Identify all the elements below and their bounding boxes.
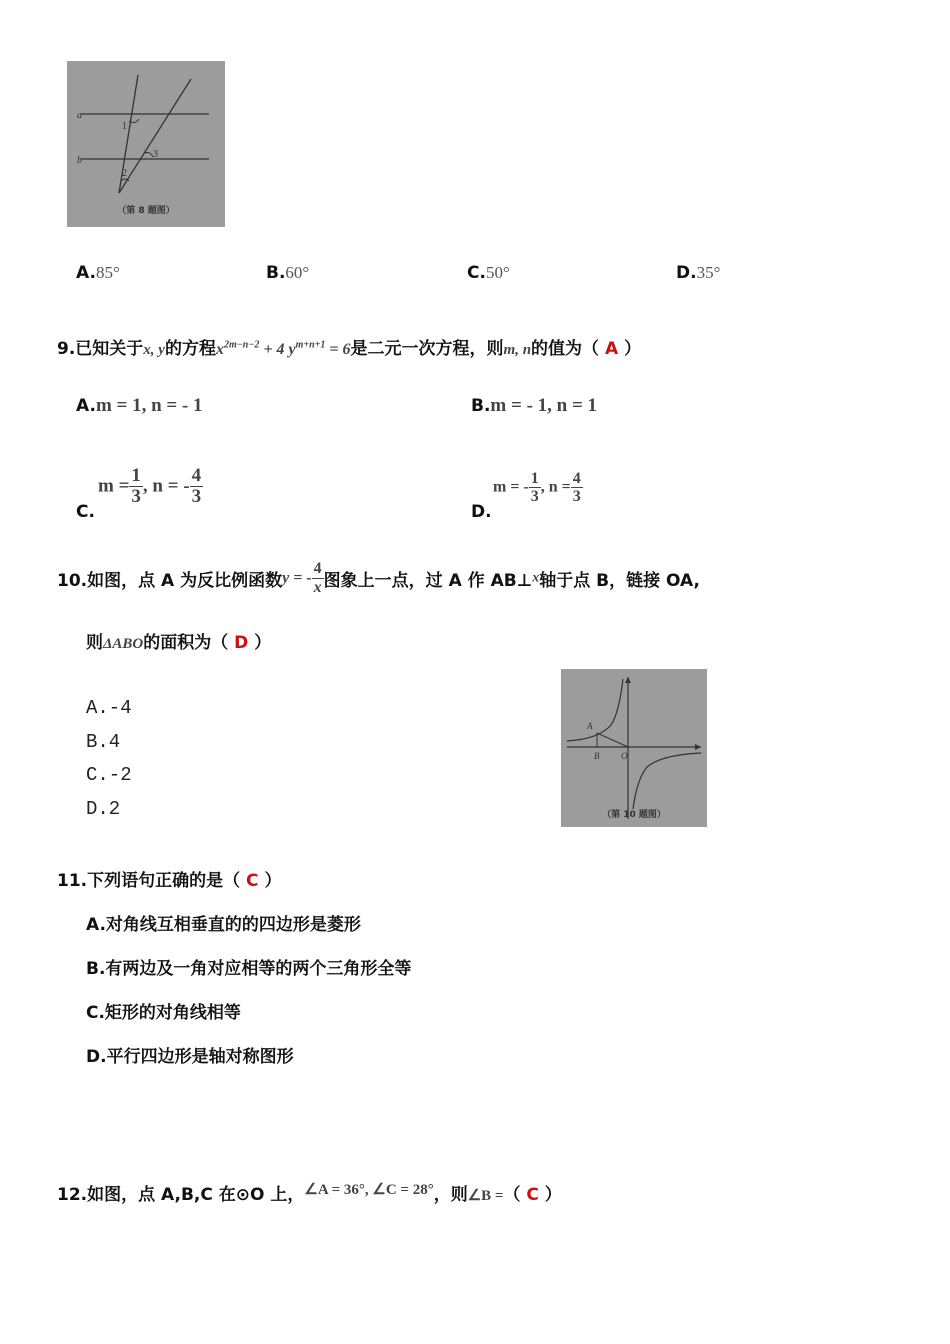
q9-tail: 的值为（ xyxy=(531,339,600,359)
q11-option-a: A.对角线互相垂直的的四边形是菱形 xyxy=(86,915,361,935)
option-letter: B. xyxy=(471,396,491,416)
numerator: 4 xyxy=(572,470,581,487)
option-text: m = - 1, n = 1 xyxy=(490,395,598,416)
math-mid: , n = - xyxy=(142,475,190,497)
q9-close: ） xyxy=(624,339,642,359)
q12-condition: ∠A = 36°, ∠C = 28° xyxy=(304,1182,434,1198)
q12-close: ） xyxy=(544,1185,562,1205)
angle-3-label: 3 xyxy=(153,149,158,160)
math-pre: m = - xyxy=(493,478,529,496)
q12-answer: C xyxy=(526,1185,539,1205)
q10-triangle: ΔABO xyxy=(103,636,144,652)
eq-eq: = 6 xyxy=(325,341,351,358)
option-letter: A. xyxy=(76,396,96,416)
parallel-lines-diagram xyxy=(67,61,225,227)
fraction-2 xyxy=(571,470,583,505)
point-b-label: B xyxy=(594,751,600,761)
point-o-label: O xyxy=(621,751,628,761)
option-value: 35° xyxy=(696,263,721,282)
numerator: 1 xyxy=(131,465,141,486)
q10-option-a: A.-4 xyxy=(86,697,132,719)
q9-suffix: 是二元一次方程，则 xyxy=(350,339,504,359)
option-letter: C. xyxy=(76,502,95,522)
figure-q8 xyxy=(67,61,225,227)
numerator: 1 xyxy=(530,470,539,487)
eq-exp1: 2m−n−2 xyxy=(223,339,260,351)
fraction-1 xyxy=(529,470,541,505)
denominator: 3 xyxy=(131,486,141,507)
math-pre: m = xyxy=(98,475,130,497)
q10-line2-mid: 的面积为（ xyxy=(143,633,229,653)
option-letter: D. xyxy=(471,502,492,522)
q11-stem-text: 11.下列语句正确的是（ xyxy=(57,871,241,891)
q11-stem xyxy=(57,866,281,891)
math-mid: , n = xyxy=(540,478,571,496)
q8-option-d xyxy=(676,263,720,283)
q10-mid: 图象上一点，过 A 作 AB⊥ xyxy=(323,571,533,591)
q8-option-c xyxy=(467,263,510,283)
q8-option-a xyxy=(76,263,120,283)
q10-func-lhs: y = - xyxy=(282,569,312,587)
fraction-1 xyxy=(129,466,143,507)
point-a-label: A xyxy=(587,721,593,731)
q9-equation xyxy=(216,341,351,358)
q9-prefix: 9.已知关于 xyxy=(57,339,144,359)
line-b-label: b xyxy=(77,155,82,166)
option-value: 50° xyxy=(485,263,510,282)
q11-answer: C xyxy=(246,871,259,891)
q10-line2-prefix: 则 xyxy=(86,633,103,653)
q11-option-b: B.有两边及一角对应相等的两个三角形全等 xyxy=(86,959,412,979)
q12-stem xyxy=(57,1180,562,1205)
q9-stem xyxy=(57,334,641,359)
numerator: 4 xyxy=(313,560,322,577)
q10-close: ） xyxy=(254,633,272,653)
denominator: 3 xyxy=(572,488,581,505)
q12-target: ∠B = xyxy=(467,1188,504,1204)
q10-option-d: D.2 xyxy=(86,798,121,820)
q8-option-b xyxy=(266,263,309,283)
q11-option-d: D.平行四边形是轴对称图形 xyxy=(86,1047,294,1067)
figure-q10-caption: （第 10 题图） xyxy=(602,810,666,820)
figure-q8-caption: （第 8 题图） xyxy=(117,206,175,216)
option-letter: D. xyxy=(676,263,697,283)
q9-option-b xyxy=(471,395,597,417)
denominator: x xyxy=(313,579,322,596)
q9-option-a xyxy=(76,395,203,417)
denominator: 3 xyxy=(191,486,202,507)
line-a-label: a xyxy=(77,110,82,121)
eq-exp2: m+n+1 xyxy=(295,339,326,351)
q10-answer: D xyxy=(234,633,249,653)
q10-stem-line2 xyxy=(86,628,271,653)
option-d-math xyxy=(493,470,583,505)
q9-answer: A xyxy=(604,339,619,359)
option-letter: A. xyxy=(76,263,96,283)
denominator: 3 xyxy=(530,488,539,505)
q10-option-c: C.-2 xyxy=(86,764,132,786)
option-c-math xyxy=(98,466,203,507)
q9-vars: x, y xyxy=(143,342,165,358)
hyperbola-diagram xyxy=(561,669,707,827)
q11-close: ） xyxy=(264,871,282,891)
q11-option-c: C.矩形的对角线相等 xyxy=(86,1003,241,1023)
fraction-2 xyxy=(190,466,204,507)
option-value: 85° xyxy=(95,263,120,282)
option-letter: B. xyxy=(266,263,286,283)
q12-mid: ，则 xyxy=(433,1185,468,1205)
angle-1-label: 1 xyxy=(122,121,127,132)
numerator: 4 xyxy=(191,465,202,486)
figure-q10 xyxy=(561,669,707,827)
q12-prefix: 12.如图，点 A,B,C 在⊙O 上， xyxy=(57,1185,305,1205)
option-text: m = 1, n = - 1 xyxy=(95,395,203,416)
q12-open: （ xyxy=(503,1185,521,1205)
q10-fraction xyxy=(312,560,324,597)
q9-mn: m, n xyxy=(503,342,532,358)
angle-2-label: 2 xyxy=(122,168,127,179)
q10-prefix: 10.如图，点 A 为反比例函数 xyxy=(57,571,283,591)
option-value: 60° xyxy=(285,263,310,282)
q9-mid: 的方程 xyxy=(164,339,216,359)
eq-base: x xyxy=(215,341,224,358)
option-letter: C. xyxy=(467,263,486,283)
q10-axis: x xyxy=(532,570,540,586)
eq-plus: + 4 y xyxy=(259,341,296,358)
q10-stem xyxy=(57,560,700,597)
q10-tail: 轴于点 B，链接 OA, xyxy=(539,571,700,591)
q10-option-b: B.4 xyxy=(86,731,121,753)
